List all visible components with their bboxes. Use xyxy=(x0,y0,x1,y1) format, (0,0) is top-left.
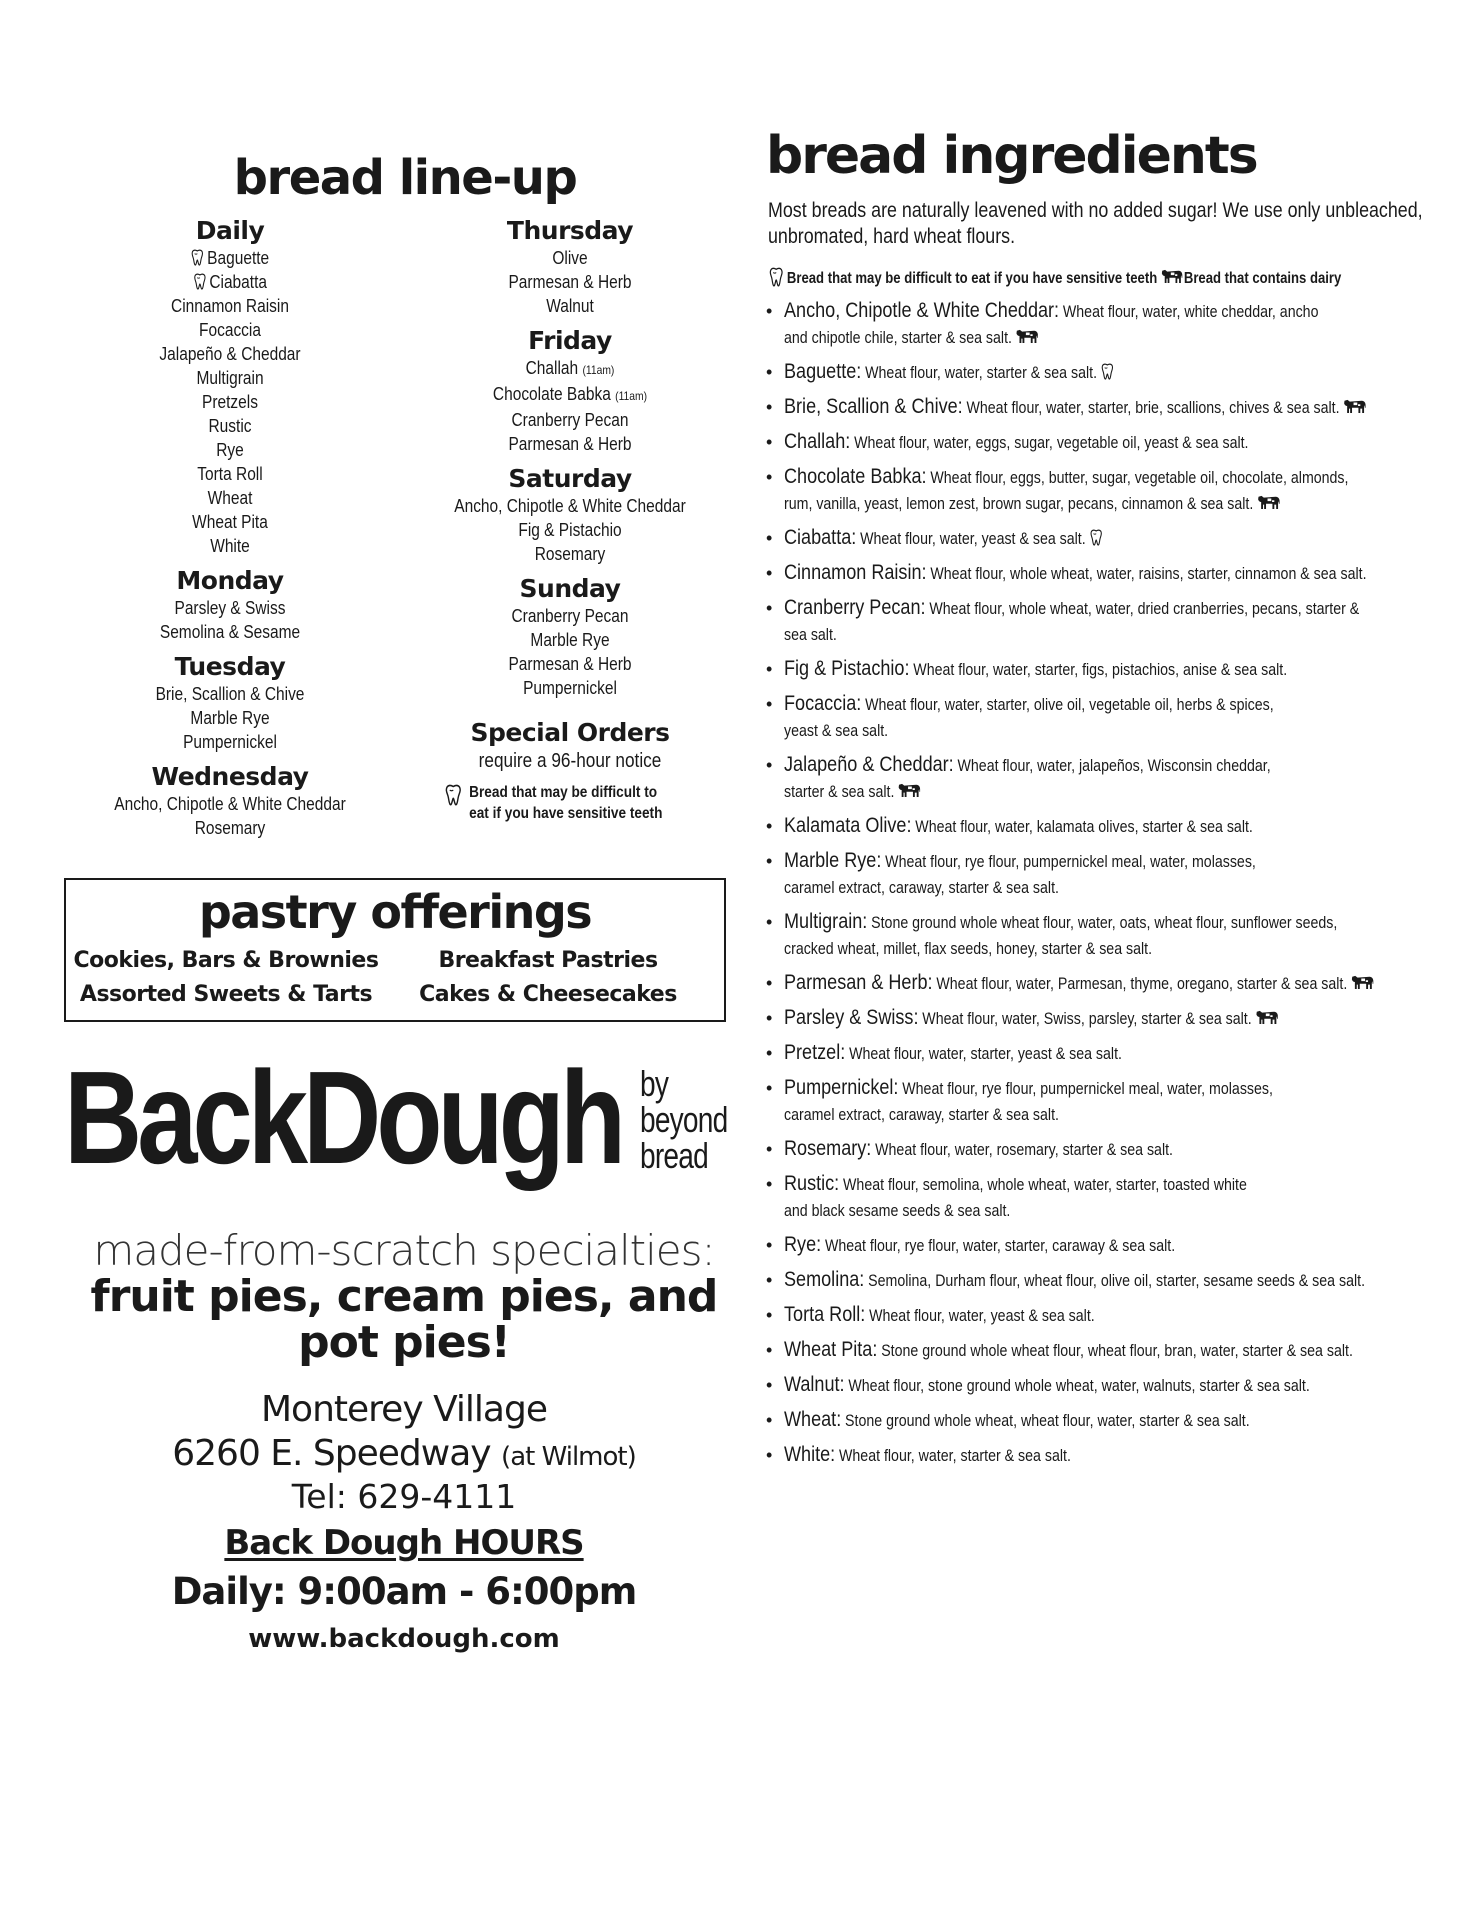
lineup-item: Brie, Scallion & Chive xyxy=(155,684,305,704)
ingredient-desc: Stone ground whole wheat, wheat flour, water, starter & sea salt. xyxy=(845,1412,1250,1430)
lineup-item: Ciabatta xyxy=(101,270,359,294)
bullet: • xyxy=(766,1078,773,1098)
lineup-item: Walnut xyxy=(546,296,594,316)
teeth-legend-line2: eat if you have sensitive teeth xyxy=(469,805,663,822)
ingredient-name: Kalamata Olive: xyxy=(784,814,912,837)
lineup-item: Focaccia xyxy=(199,320,261,340)
cow-icon xyxy=(898,780,922,800)
ingredient-item xyxy=(766,848,1484,901)
ingredient-desc: Wheat flour, eggs, butter, sugar, vegetable oil, chocolate, almonds, xyxy=(930,469,1349,487)
ingredient-item xyxy=(766,1407,1484,1434)
day-heading-monday: Monday xyxy=(176,566,284,595)
bullet: • xyxy=(766,397,773,417)
pastry-box xyxy=(64,878,726,1022)
street-address xyxy=(64,1432,744,1479)
lineup-item: Cinnamon Raisin xyxy=(171,296,289,316)
lineup-item: Challah (11am) xyxy=(525,358,615,378)
lineup-item: Pumpernickel xyxy=(183,732,277,752)
logo-word-back: Back xyxy=(64,1044,304,1191)
ingredient-name: Pretzel: xyxy=(784,1041,846,1064)
ingredient-name: Challah: xyxy=(784,430,851,453)
day-heading-daily: Daily xyxy=(195,216,265,245)
lineup-item: Pretzels xyxy=(202,392,258,412)
ingredient-item xyxy=(766,1040,1484,1067)
logo-beyond: beyond xyxy=(640,1099,728,1140)
bullet: • xyxy=(766,1270,773,1290)
ingredient-name: Cranberry Pecan: xyxy=(784,596,926,619)
bullet: • xyxy=(766,755,773,775)
ingredient-name: Marble Rye: xyxy=(784,849,882,872)
ingredient-desc: Wheat flour, semolina, whole wheat, water, starter, toasted white xyxy=(843,1176,1247,1194)
pastry-item: Cakes & Cheesecakes xyxy=(419,982,677,1007)
ingredient-desc: Wheat flour, water, yeast & sea salt. xyxy=(860,530,1086,548)
pastry-item: Assorted Sweets & Tarts xyxy=(79,982,373,1007)
ingredient-desc: Wheat flour, water, starter, brie, scallions, chives & sea salt. xyxy=(966,399,1340,417)
bullet: • xyxy=(766,362,773,382)
ingredient-desc: Wheat flour, water, yeast & sea salt. xyxy=(869,1307,1095,1325)
ingredient-desc-cont: yeast & sea salt. xyxy=(784,722,889,740)
ingredient-name: Multigrain: xyxy=(784,910,868,933)
ingredient-item xyxy=(766,1136,1484,1163)
lineup-item: Parmesan & Herb xyxy=(508,654,632,674)
ingredient-item xyxy=(766,1075,1484,1128)
ingredients-intro: Most breads are naturally leavened with no added sugar! We use only unbleached, unbromated, hard wheat flours. xyxy=(768,199,1423,248)
ingredients-legend xyxy=(768,266,1341,291)
lineup-item: Rosemary xyxy=(194,818,266,838)
ingredient-item xyxy=(766,1372,1484,1399)
lineup-item: Multigrain xyxy=(196,368,264,388)
bullet: • xyxy=(766,659,773,679)
telephone: Tel: 629-4111 xyxy=(291,1477,517,1516)
special-orders xyxy=(420,718,720,774)
ingredient-desc: Wheat flour, rye flour, pumpernickel meal, water, molasses, xyxy=(902,1080,1273,1098)
lineup-item: Parmesan & Herb xyxy=(508,272,632,292)
logo-word-ough: ough xyxy=(376,1044,622,1191)
ingredient-item xyxy=(766,595,1484,648)
ingredient-desc-cont: and chipotle chile, starter & sea salt. xyxy=(784,329,1012,347)
lineup-item: Marble Rye xyxy=(530,630,610,650)
lineup-item: Wheat xyxy=(207,488,253,508)
ingredient-item xyxy=(766,464,1484,517)
bullet: • xyxy=(766,1235,773,1255)
bullet: • xyxy=(766,563,773,583)
ingredient-item xyxy=(766,298,1484,351)
cow-icon xyxy=(1343,396,1367,416)
bullet: • xyxy=(766,1445,773,1465)
lineup-item: Rosemary xyxy=(534,544,606,564)
ingredient-item xyxy=(766,1302,1484,1329)
ingredient-desc: Wheat flour, rye flour, pumpernickel meal, water, molasses, xyxy=(885,853,1256,871)
ingredient-item xyxy=(766,813,1484,840)
ingredient-desc: Wheat flour, water, starter & sea salt. xyxy=(839,1447,1071,1465)
ingredient-name: Chocolate Babka: xyxy=(784,465,927,488)
tooth-icon xyxy=(191,249,205,266)
tooth-icon xyxy=(1089,529,1103,546)
ingredient-desc-cont: and black sesame seeds & sea salt. xyxy=(784,1202,1011,1220)
lineup-item: White xyxy=(210,536,250,556)
bullet: • xyxy=(766,528,773,548)
ingredients-list xyxy=(766,298,1484,1477)
lineup-item: Wheat Pita xyxy=(192,512,268,532)
cow-icon xyxy=(1255,1007,1279,1027)
ingredient-desc: Wheat flour, water, starter, figs, pistachios, anise & sea salt. xyxy=(913,661,1288,679)
logo-by: by xyxy=(640,1063,669,1104)
ingredient-desc: Stone ground whole wheat flour, water, oats, wheat flour, sunflower seeds, xyxy=(871,914,1338,932)
day-heading-thursday: Thursday xyxy=(506,216,634,245)
bullet: • xyxy=(766,694,773,714)
day-heading-friday: Friday xyxy=(528,326,612,355)
ingredient-item xyxy=(766,429,1484,456)
ingredient-name: Ciabatta: xyxy=(784,526,857,549)
ingredient-desc-cont: caramel extract, caraway, starter & sea salt. xyxy=(784,879,1059,897)
bullet: • xyxy=(766,973,773,993)
lineup-item: Ancho, Chipotle & White Cheddar xyxy=(114,794,346,814)
lineup-item: Torta Roll xyxy=(197,464,263,484)
ingredient-desc: Wheat flour, water, starter, yeast & sea salt. xyxy=(849,1045,1122,1063)
bullet: • xyxy=(766,851,773,871)
ingredient-item xyxy=(766,909,1484,962)
bullet: • xyxy=(766,1340,773,1360)
logo-subtitle xyxy=(640,1063,728,1176)
ingredient-item xyxy=(766,525,1484,552)
teeth-legend xyxy=(448,782,677,824)
lineup-left-column xyxy=(80,216,380,840)
website-link[interactable]: www.backdough.com xyxy=(248,1624,560,1654)
lineup-item: Rustic xyxy=(208,416,252,436)
ingredient-desc-cont: caramel extract, caraway, starter & sea salt. xyxy=(784,1106,1059,1124)
lineup-item: Jalapeño & Cheddar xyxy=(159,344,301,364)
ingredient-item xyxy=(766,1171,1484,1224)
ingredient-desc-cont: rum, vanilla, yeast, lemon zest, brown sugar, pecans, cinnamon & sea salt. xyxy=(784,495,1254,513)
lineup-item: Pumpernickel xyxy=(523,678,617,698)
ingredient-desc: Wheat flour, water, eggs, sugar, vegetable oil, yeast & sea salt. xyxy=(854,434,1249,452)
ingredient-name: Ancho, Chipotle & White Cheddar: xyxy=(784,299,1060,322)
legend-dairy-text: Bread that contains dairy xyxy=(1183,270,1342,287)
bullet: • xyxy=(766,1043,773,1063)
lineup-item: Parmesan & Herb xyxy=(508,434,632,454)
ingredient-item xyxy=(766,1232,1484,1259)
bullet: • xyxy=(766,1305,773,1325)
bullet: • xyxy=(766,816,773,836)
cow-icon xyxy=(1351,972,1375,992)
ingredient-desc: Wheat flour, water, jalapeños, Wisconsin cheddar, xyxy=(957,757,1271,775)
lineup-right-column xyxy=(420,216,720,774)
ingredient-name: Rosemary: xyxy=(784,1137,872,1160)
lineup-item: Chocolate Babka (11am) xyxy=(492,384,648,404)
bullet: • xyxy=(766,598,773,618)
logo-letter-d: D xyxy=(303,1044,377,1191)
bullet: • xyxy=(766,432,773,452)
ingredient-desc: Wheat flour, water, starter, olive oil, vegetable oil, herbs & spices, xyxy=(865,696,1274,714)
ingredient-desc-cont: cracked wheat, millet, flax seeds, honey, starter & sea salt. xyxy=(784,940,1153,958)
lineup-item: Semolina & Sesame xyxy=(159,622,301,642)
specialties-lead: made-from-scratch specialties: xyxy=(93,1226,715,1275)
lineup-item: Cranberry Pecan xyxy=(511,606,629,626)
ingredient-item xyxy=(766,752,1484,805)
tooth-icon xyxy=(444,784,462,806)
location-name: Monterey Village xyxy=(261,1389,547,1430)
lineup-item: Parsley & Swiss xyxy=(174,598,286,618)
lineup-item: Olive xyxy=(552,248,588,268)
bullet: • xyxy=(766,1139,773,1159)
bullet: • xyxy=(766,1008,773,1028)
pastry-title: pastry offerings xyxy=(198,885,592,939)
cow-icon xyxy=(1257,492,1281,512)
tooth-icon xyxy=(1100,363,1114,380)
specialties-line2: pot pies! xyxy=(298,1317,510,1368)
ingredient-desc: Wheat flour, water, Parmesan, thyme, oregano, starter & sea salt. xyxy=(936,975,1348,993)
ingredient-desc-cont: starter & sea salt. xyxy=(784,783,895,801)
ingredient-item xyxy=(766,359,1484,386)
bullet: • xyxy=(766,912,773,932)
ingredient-desc: Stone ground whole wheat flour, wheat flour, bran, water, starter & sea salt. xyxy=(881,1342,1353,1360)
day-heading-tuesday: Tuesday xyxy=(174,652,286,681)
ingredient-name: Wheat Pita: xyxy=(784,1338,878,1361)
ingredient-desc: Wheat flour, whole wheat, water, raisins, starter, cinnamon & sea salt. xyxy=(930,565,1367,583)
ingredient-item xyxy=(766,656,1484,683)
legend-teeth-text: Bread that may be difficult to eat if you have sensitive teeth xyxy=(786,270,1158,287)
teeth-legend-line1: Bread that may be difficult to xyxy=(469,784,658,801)
ingredient-name: Pumpernickel: xyxy=(784,1076,899,1099)
lineup-item: Baguette xyxy=(101,246,359,270)
ingredient-item xyxy=(766,1442,1484,1469)
ingredient-name: Cinnamon Raisin: xyxy=(784,561,927,584)
cow-icon xyxy=(1161,266,1184,286)
day-heading-wednesday: Wednesday xyxy=(151,762,309,791)
ingredient-desc: Wheat flour, water, starter & sea salt. xyxy=(865,364,1098,382)
address-street: 6260 E. Speedway xyxy=(172,1433,491,1474)
ingredient-item xyxy=(766,970,1484,997)
ingredient-desc: Semolina, Durham flour, wheat flour, olive oil, starter, sesame seeds & sea salt. xyxy=(868,1272,1366,1290)
special-orders-title: Special Orders xyxy=(470,718,670,747)
hours: Daily: 9:00am - 6:00pm xyxy=(171,1570,637,1613)
pastry-item: Cookies, Bars & Brownies xyxy=(73,948,379,973)
ingredient-name: Focaccia: xyxy=(784,692,862,715)
ingredient-name: Walnut: xyxy=(784,1373,845,1396)
lineup-title: bread line-up xyxy=(233,150,577,206)
ingredient-item xyxy=(766,394,1484,421)
ingredient-name: White: xyxy=(784,1443,836,1466)
ingredient-name: Parsley & Swiss: xyxy=(784,1006,919,1029)
hours-title: Back Dough HOURS xyxy=(224,1523,584,1563)
ingredient-name: Fig & Pistachio: xyxy=(784,657,910,680)
ingredient-name: Jalapeño & Cheddar: xyxy=(784,753,954,776)
bullet: • xyxy=(766,1410,773,1430)
specialties-line1: fruit pies, cream pies, and xyxy=(90,1271,718,1322)
tooth-icon xyxy=(768,267,784,287)
ingredient-desc: Wheat flour, stone ground whole wheat, water, walnuts, starter & sea salt. xyxy=(848,1377,1310,1395)
ingredient-item xyxy=(766,1337,1484,1364)
ingredient-item xyxy=(766,560,1484,587)
ingredients-title: bread ingredients xyxy=(766,126,1257,186)
bullet: • xyxy=(766,1375,773,1395)
bullet: • xyxy=(766,467,773,487)
back-dough-logo xyxy=(64,1044,622,1191)
ingredient-item xyxy=(766,691,1484,744)
specialties-main xyxy=(64,1271,744,1368)
ingredient-name: Rustic: xyxy=(784,1172,840,1195)
lineup-item: Ancho, Chipotle & White Cheddar xyxy=(454,496,686,516)
pastry-item: Breakfast Pastries xyxy=(438,948,658,973)
ingredient-name: Rye: xyxy=(784,1233,822,1256)
ingredient-name: Baguette: xyxy=(784,360,862,383)
ingredient-desc: Wheat flour, water, rosemary, starter & sea salt. xyxy=(875,1141,1173,1159)
ingredient-name: Torta Roll: xyxy=(784,1303,866,1326)
bullet: • xyxy=(766,1174,773,1194)
address-note: (at Wilmot) xyxy=(501,1442,636,1472)
day-heading-sunday: Sunday xyxy=(519,574,621,603)
logo-bread: bread xyxy=(640,1135,708,1176)
special-orders-note: require a 96-hour notice xyxy=(478,750,662,772)
ingredient-desc: Wheat flour, water, white cheddar, ancho xyxy=(1062,303,1319,321)
ingredient-desc: Wheat flour, water, kalamata olives, starter & sea salt. xyxy=(915,818,1253,836)
day-heading-saturday: Saturday xyxy=(508,464,632,493)
ingredient-desc: Wheat flour, whole wheat, water, dried cranberries, pecans, starter & xyxy=(929,600,1360,618)
ingredient-name: Wheat: xyxy=(784,1408,842,1431)
ingredient-desc-cont: sea salt. xyxy=(784,626,837,644)
ingredient-item xyxy=(766,1267,1484,1294)
ingredient-desc: Wheat flour, water, Swiss, parsley, starter & sea salt. xyxy=(922,1010,1252,1028)
cow-icon xyxy=(1015,326,1039,346)
ingredient-item xyxy=(766,1005,1484,1032)
ingredient-name: Semolina: xyxy=(784,1268,865,1291)
lineup-item: Fig & Pistachio xyxy=(518,520,622,540)
ingredient-desc: Wheat flour, rye flour, water, starter, caraway & sea salt. xyxy=(824,1237,1176,1255)
lineup-item: Cranberry Pecan xyxy=(511,410,629,430)
tooth-icon xyxy=(193,273,207,290)
ingredient-name: Brie, Scallion & Chive: xyxy=(784,395,963,418)
bullet: • xyxy=(766,301,773,321)
lineup-item: Marble Rye xyxy=(190,708,270,728)
ingredient-name: Parmesan & Herb: xyxy=(784,971,933,994)
lineup-item: Rye xyxy=(216,440,244,460)
